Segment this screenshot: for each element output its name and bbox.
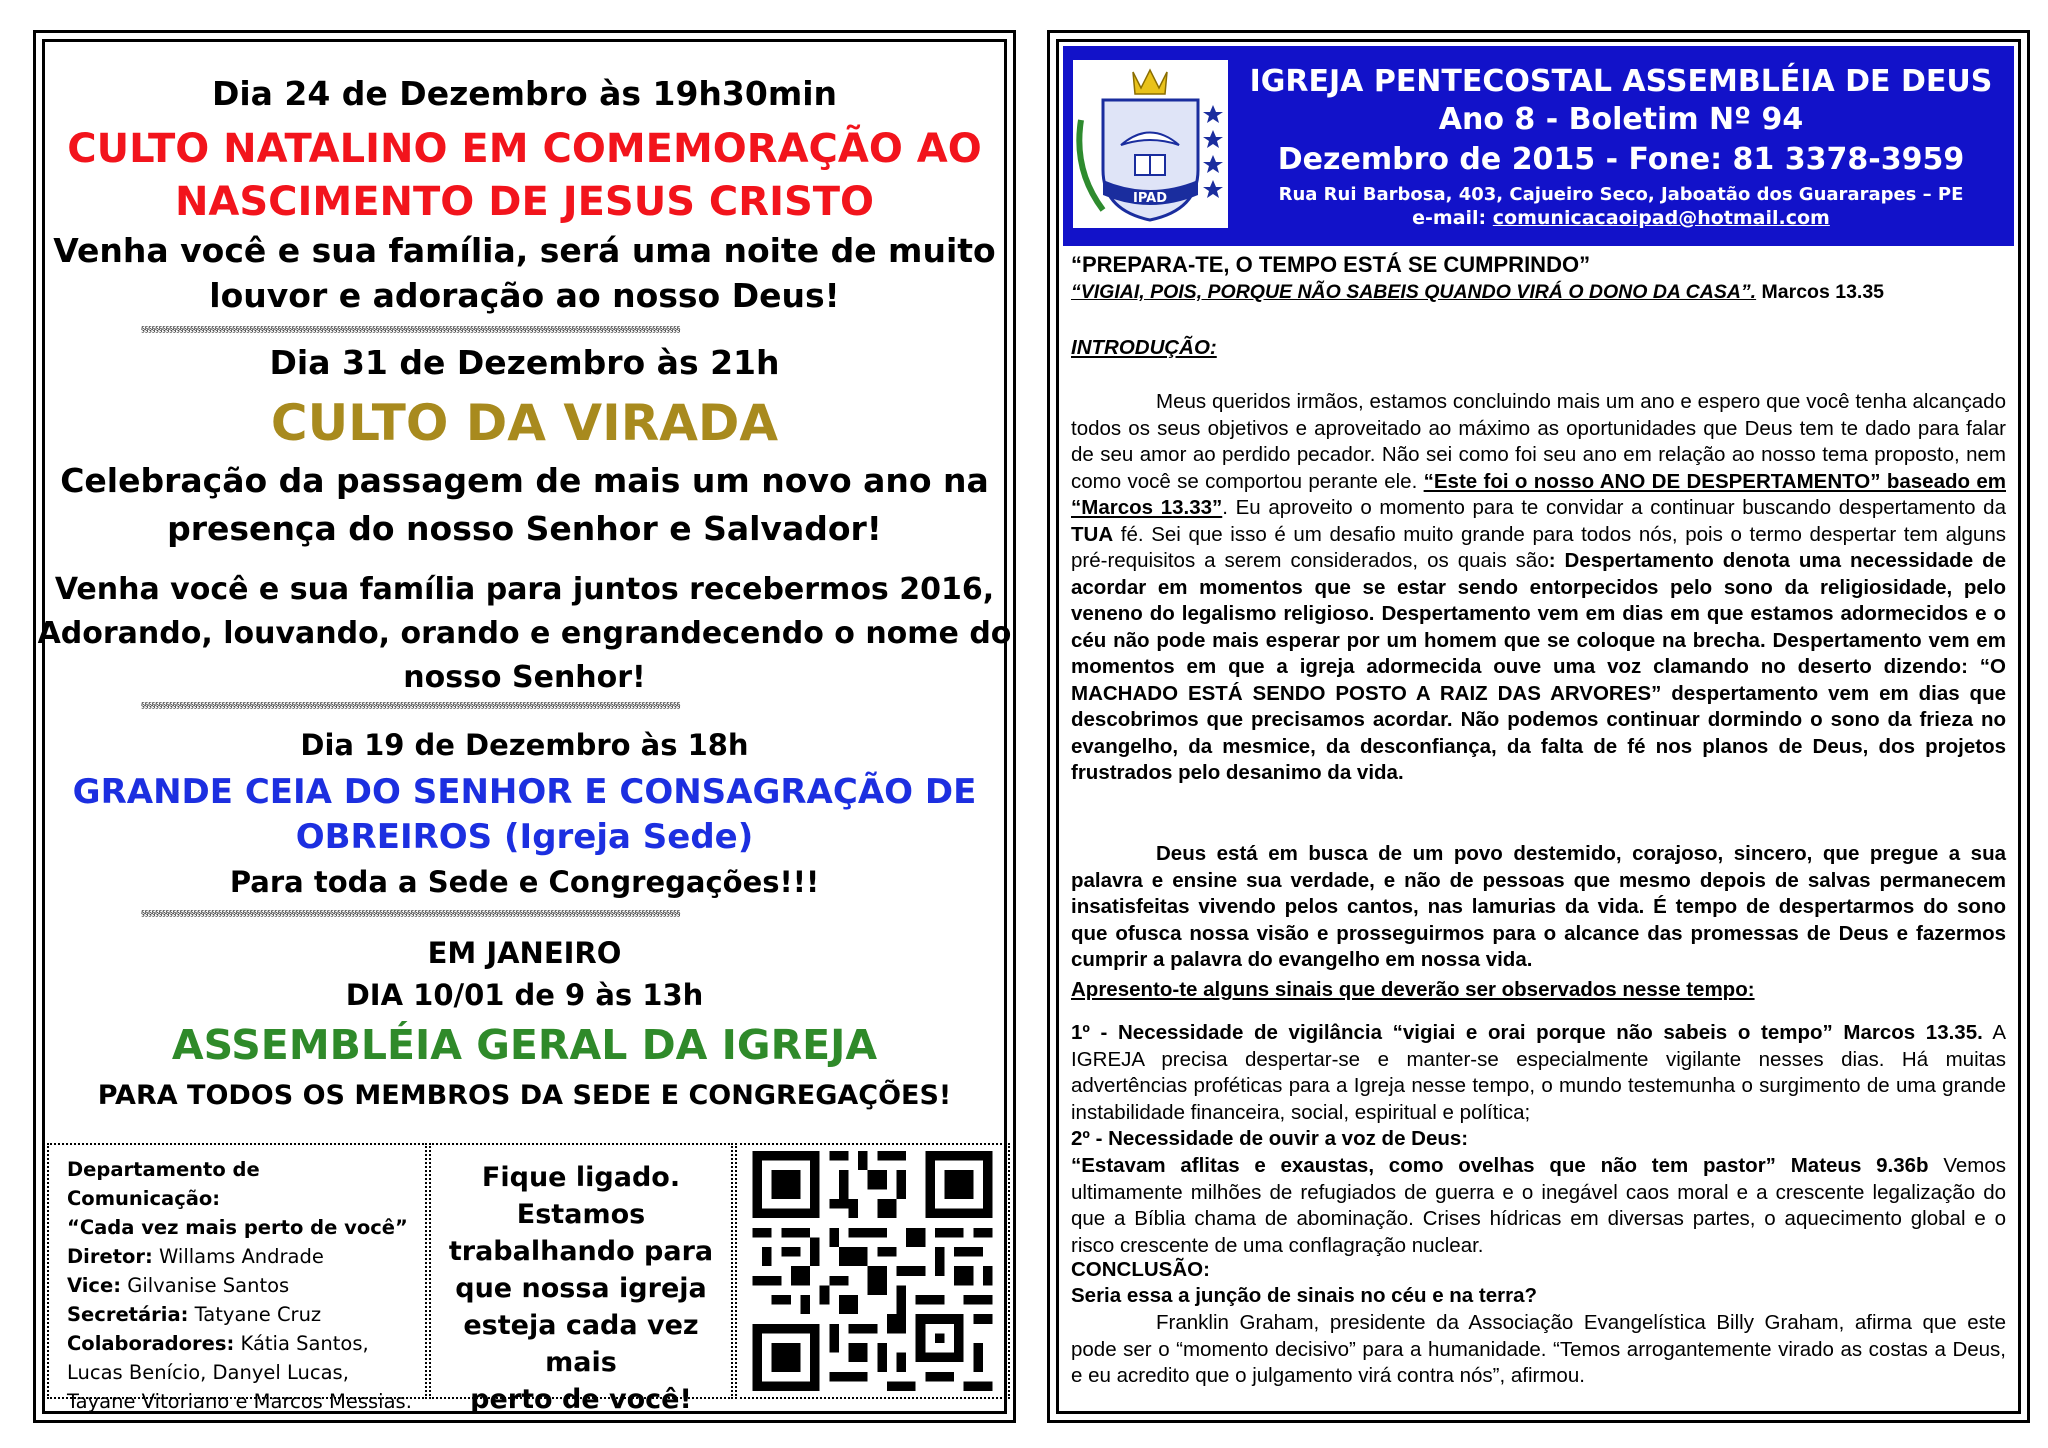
dept-vice: Vice: Gilvanise Santos [67,1274,290,1297]
event4-title: ASSEMBLÉIA GERAL DA IGREJA [171,1021,878,1069]
event2-title: CULTO DA VIRADA [270,394,779,452]
article-verse: “VIGIAI, POIS, PORQUE NÃO SABEIS QUANDO VIRÁ O DONO DA CASA”. Marcos 13.35 [1071,281,1885,303]
conclusion-heading: CONCLUSÃO: [1071,1258,1210,1281]
church-email-link[interactable]: comunicacaoipad@hotmail.com [1492,207,1830,229]
conclusion-question: Seria essa a junção de sinais no céu e na terra? [1071,1284,1538,1307]
church-header-banner [1063,46,2014,246]
dept-motto: “Cada vez mais perto de você” [67,1216,408,1239]
event2-desc-line1: Celebração da passagem de mais um novo ano na [60,461,989,500]
event3-date: Dia 19 de Dezembro às 18h [300,728,749,762]
event1-date: Dia 24 de Dezembro às 19h30min [211,74,838,113]
conclusion-paragraph: Franklin Graham, presidente da Associação Evangelística Billy Graham, afirma que este pode ser o “momento decisivo” para a humanidade. “Temos arrogantemente virado as costas a Deus, e eu acredito que o julgamento virá contra nós”, afirmou. [1071,1311,2006,1387]
separator-1: §§§§§§§§§§§§§§§§§§§§§§§§§§§§§§§§§§§§§§§§§§§§§§§§§§§§§§§§§§§§§§§§§§§§§§§§§§§§§§§§§§§§§§§§§§§§§§§§§§§§§§§§§§§§§§§§§§§§§§§§§§§§§§§§§§§§§§§§§§§§§§§§§§§§§§§§§§ [141,325,680,334]
sign-1: 1º - Necessidade de vigilância “vigiai e orai porque não sabeis o tempo” Marcos 13.35. A IGREJA precisa despertar-se e manter-se especialmente vigilante nesses dias. Há muitas advertências proféticas para a Igreja nesse tempo, o mundo testemunha o surgimento de uma grande instabilidade financeira, social, espiritual e política; [1071,1021,2006,1124]
bulletin-panel [1047,30,2030,1423]
event1-title-line2: NASCIMENTO DE JESUS CRISTO [174,179,875,225]
event3-desc: Para toda a Sede e Congregações!!! [229,865,820,899]
events-panel [33,30,1016,1423]
stay-tuned-line3: trabalhando para [448,1236,714,1267]
stay-tuned-line5: esteja cada vez mais [463,1310,699,1378]
stay-tuned-line4: que nossa igreja [455,1273,707,1304]
event2-desc-line3: Venha você e sua família para juntos recebermos 2016, [54,572,995,607]
bulletin-issue: Ano 8 - Boletim Nº 94 [1438,102,1804,137]
event3-title-line1: GRANDE CEIA DO SENHOR E CONSAGRAÇÃO DE [72,772,977,812]
event2-desc-line5: nosso Senhor! [403,660,646,695]
svg-text:IPAD: IPAD [1132,191,1168,206]
dept-director: Diretor: Willams Andrade [67,1245,324,1268]
event1-title-line1: CULTO NATALINO EM COMEMORAÇÃO AO [67,126,982,172]
communication-department-box [47,1143,427,1413]
event1-desc-line2: louvor e adoração ao nosso Deus! [209,276,840,315]
event1-desc-line1: Venha você e sua família, será uma noite de muito [53,231,996,270]
event3-title-line2: OBREIROS (Igreja Sede) [295,817,754,857]
stay-tuned-line6: perto de você! [470,1384,692,1415]
separator-3: §§§§§§§§§§§§§§§§§§§§§§§§§§§§§§§§§§§§§§§§§§§§§§§§§§§§§§§§§§§§§§§§§§§§§§§§§§§§§§§§§§§§§§§§§§§§§§§§§§§§§§§§§§§§§§§§§§§§§§§§§§§§§§§§§§§§§§§§§§§§§§§§§§§§§§§§§§ [141,909,680,918]
event2-desc-line2: presença do nosso Senhor e Salvador! [167,509,882,548]
dept-collaborators: Colaboradores: Kátia Santos, Lucas Benício, Danyel Lucas, Tayane Vitoriano e Marcos Messias. [67,1332,412,1413]
sign-2-heading: 2º - Necessidade de ouvir a voz de Deus: [1071,1127,1469,1150]
stay-tuned-line1: Fique ligado. [481,1162,681,1193]
dept-secretary: Secretária: Tatyane Cruz [67,1303,322,1326]
stay-tuned-box [429,1143,733,1415]
church-address: Rua Rui Barbosa, 403, Cajueiro Seco, Jaboatão dos Guararapes – PE [1278,184,1964,205]
event4-desc: PARA TODOS OS MEMBROS DA SEDE E CONGREGAÇÕES! [97,1080,952,1111]
sign-2: “Estavam aflitas e exaustas, como ovelhas que não tem pastor” Mateus 9.36b Vemos ultimamente milhões de refugiados de guerra e o inegável caos moral e a crescente legalização do que a Bíblia chama de abominação. Crises hídricas em diversas partes, o aquecimento global e o risco crescente de uma conflagração nuclear. [1071,1154,2006,1257]
bulletin-date-phone: Dezembro de 2015 - Fone: 81 3378-3959 [1277,142,1965,177]
event4-date: DIA 10/01 de 9 às 13h [345,978,704,1012]
church-name: IGREJA PENTECOSTAL ASSEMBLÉIA DE DEUS [1249,64,1993,99]
qr-code-icon[interactable] [745,1151,1000,1391]
separator-2: §§§§§§§§§§§§§§§§§§§§§§§§§§§§§§§§§§§§§§§§§§§§§§§§§§§§§§§§§§§§§§§§§§§§§§§§§§§§§§§§§§§§§§§§§§§§§§§§§§§§§§§§§§§§§§§§§§§§§§§§§§§§§§§§§§§§§§§§§§§§§§§§§§§§§§§§§§ [141,701,680,710]
signs-heading: Apresento-te alguns sinais que deverão ser observados nesse tempo: [1071,978,1755,1001]
stay-tuned-line2: Estamos [516,1199,646,1230]
event2-desc-line4: Adorando, louvando, orando e engrandecendo o nome do [37,616,1012,651]
intro-heading: INTRODUÇÃO: [1071,336,1217,359]
church-logo [1073,60,1228,228]
dept-title: Departamento de Comunicação: [67,1158,260,1210]
article-title: “PREPARA-TE, O TEMPO ESTÁ SE CUMPRINDO” [1071,252,1591,277]
qr-code-box [735,1143,1010,1399]
event4-month: EM JANEIRO [427,936,622,970]
event2-date: Dia 31 de Dezembro às 21h [269,343,780,382]
intro-paragraph-2: Deus está em busca de um povo destemido, corajoso, sincero, que pregue a sua palavra e ensine sua verdade, e não de pessoas que mesmo depois de salvas permanecem insatisfeitas vivendo pelos cantos, nas lamurias da vida. É tempo de despertarmos do sono que ofusca nossa visão e prosseguirmos para o alcance das promessas de Deus e fazermos cumprir a palavra do evangelho em nossa vida. [1071,842,2006,971]
intro-paragraph-1: Meus queridos irmãos, estamos concluindo mais um ano e espero que você tenha alcançado todos os seus objetivos e aproveitado ao máximo as oportunidades que Deus tem te dado para falar de seu amor ao perdido pecador. Não sei como foi seu ano em relação ao nosso tema proposto, nem como você se comportou perante ele. “Este foi o nosso ANO DE DESPERTAMENTO” baseado em “Marcos 13.33”. Eu aproveito o momento para te convidar a continuar buscando despertamento da TUA fé. Sei que isso é um desafio muito grande para todos nós, pois o termo despertar tem alguns pré-requisitos a serem considerados, os quais são: Despertamento denota uma necessidade de acordar em momentos que se estar sendo entorpecidos pelo sono da religiosidade, pelo veneno do legalismo religioso. Despertamento vem em dias em que estamos adormecidos e o céu não pode mais esperar por um homem que se coloque na brecha. Despertamento vem em momentos em que a igreja adormecida ouve uma voz clamando no deserto dizendo: “O MACHADO ESTÁ SENDO POSTO A RAIZ DAS ARVORES” despertamento vem em dias que descobrimos que precisamos acordar. Não podemos continuar dormindo o sono da frieza no evangelho, da mesmice, da desconfiança, da falta de fé nos planos de Deus, dos projetos frustrados pelo desanimo da vida. [1071,390,2006,784]
church-email-line: e-mail: comunicacaoipad@hotmail.com [1412,207,1830,229]
church-emblem-icon [1073,60,1228,228]
